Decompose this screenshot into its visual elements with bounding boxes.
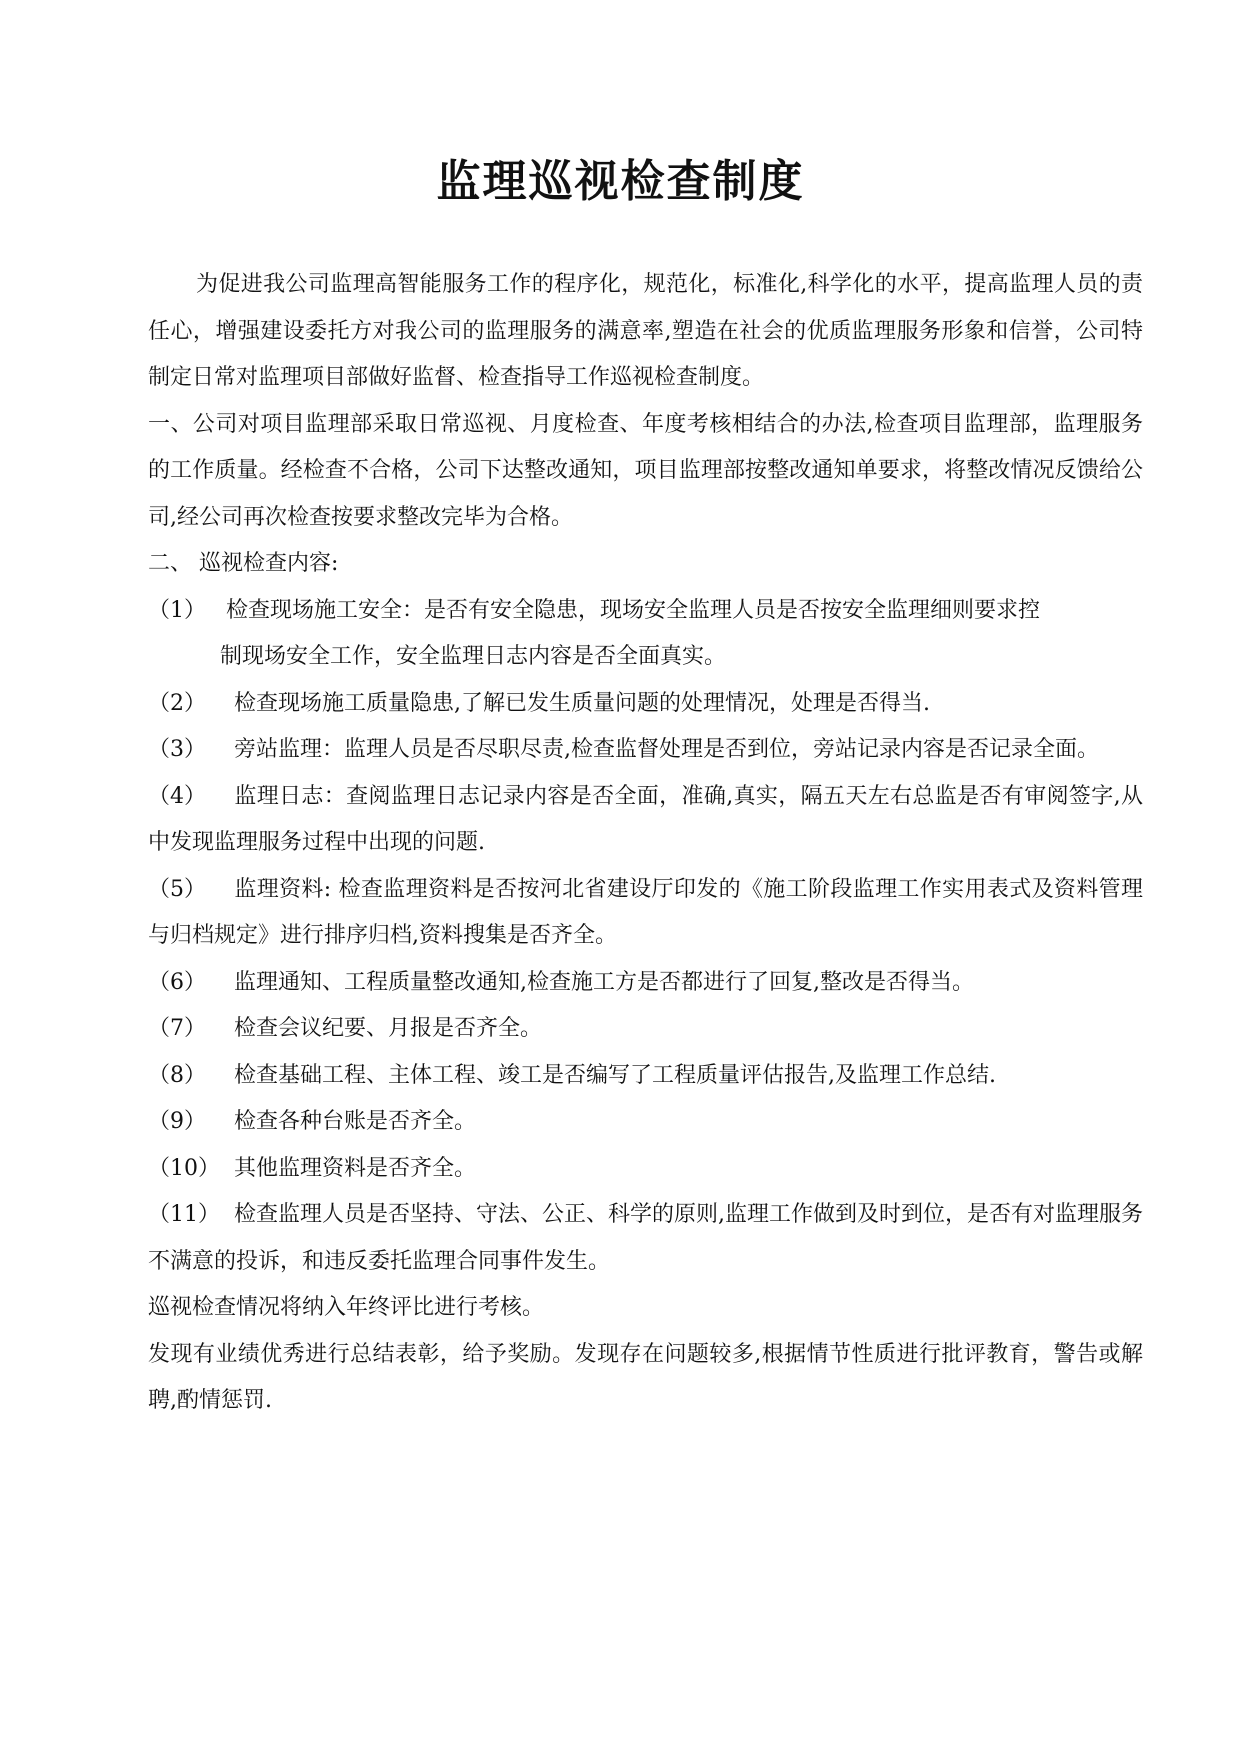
item-text: 检查现场施工安全：是否有安全隐患，现场安全监理人员是否按安全监理细则要求控 — [226, 597, 1041, 623]
item-text: 检查监理人员是否坚持、守法、公正、科学的原则,监理工作做到及时到位，是否有对监理服务不满意的投诉，和违反委托监理合同事件发生。 — [148, 1202, 1143, 1274]
item-number: （6） — [148, 969, 206, 995]
item-text: 监理资料: 检查监理资料是否按河北省建设厅印发的《施工阶段监理工作实用表式及资料管理与归档规定》进行排序归档,资料搜集是否齐全。 — [148, 876, 1143, 948]
document-body — [148, 262, 1143, 1425]
item-number: （4） — [148, 783, 206, 809]
list-item — [148, 1053, 1143, 1100]
list-item — [148, 1099, 1143, 1146]
list-item-continuation: 制现场安全工作，安全监理日志内容是否全面真实。 — [220, 644, 727, 669]
item-number: （7） — [148, 1016, 206, 1041]
list-item — [148, 1006, 1143, 1053]
item-number: （11） — [148, 1202, 220, 1227]
item-text: 监理日志：查阅监理日志记录内容是否全面，准确,真实，隔五天左右总监是否有审阅签字,从中发现监理服务过程中出现的问题. — [148, 783, 1143, 855]
list-item — [148, 588, 1143, 635]
item-number: （9） — [148, 1109, 206, 1134]
item-text: 监理通知、工程质量整改通知,检查施工方是否都进行了回复,整改是否得当。 — [234, 969, 974, 995]
section-2-heading: 二、 巡视检查内容: — [148, 551, 339, 576]
intro-paragraph: 为促进我公司监理高智能服务工作的程序化，规范化，标准化,科学化的水平，提高监理人员的责任心，增强建设委托方对我公司的监理服务的满意率,塑造在社会的优质监理服务形象和信誉，公司特制定日常对监理项目部做好监督、检查指导工作巡视检查制度。 — [148, 272, 1143, 390]
list-item — [148, 727, 1143, 774]
section-1-paragraph: 一、公司对项目监理部采取日常巡视、月度检查、年度考核相结合的办法,检查项目监理部，监理服务的工作质量。经检查不合格，公司下达整改通知，项目监理部按整改通知单要求，将整改情况反馈给公司,经公司再次检查按要求整改完毕为合格。 — [148, 411, 1143, 530]
list-item — [148, 960, 1143, 1007]
closing-paragraph-2: 发现有业绩优秀进行总结表彰，给予奖励。发现存在问题较多,根据情节性质进行批评教育，警告或解聘,酌情惩罚. — [148, 1341, 1143, 1413]
item-text: 检查会议纪要、月报是否齐全。 — [234, 1016, 543, 1041]
item-text: 检查各种台账是否齐全。 — [234, 1109, 477, 1134]
item-text: 检查基础工程、主体工程、竣工是否编写了工程质量评估报告,及监理工作总结. — [234, 1062, 996, 1088]
item-number: （2） — [148, 690, 206, 716]
list-item — [148, 1192, 1143, 1285]
item-number: （5） — [148, 876, 206, 902]
closing-paragraph-1: 巡视检查情况将纳入年终评比进行考核。 — [148, 1295, 545, 1320]
item-number: （3） — [148, 737, 206, 762]
item-number: （1） — [148, 597, 206, 623]
list-item — [148, 681, 1143, 728]
document-title: 监理巡视检查制度 — [436, 156, 805, 207]
list-item — [148, 1146, 1143, 1193]
list-item — [148, 774, 1143, 867]
list-item — [148, 867, 1143, 960]
item-text: 旁站监理：监理人员是否尽职尽责,检查监督处理是否到位，旁站记录内容是否记录全面。 — [234, 737, 1099, 762]
item-text: 其他监理资料是否齐全。 — [234, 1155, 477, 1181]
item-text: 检查现场施工质量隐患,了解已发生质量问题的处理情况，处理是否得当. — [234, 690, 930, 716]
item-number: （8） — [148, 1062, 206, 1088]
item-number: （10） — [148, 1155, 220, 1181]
